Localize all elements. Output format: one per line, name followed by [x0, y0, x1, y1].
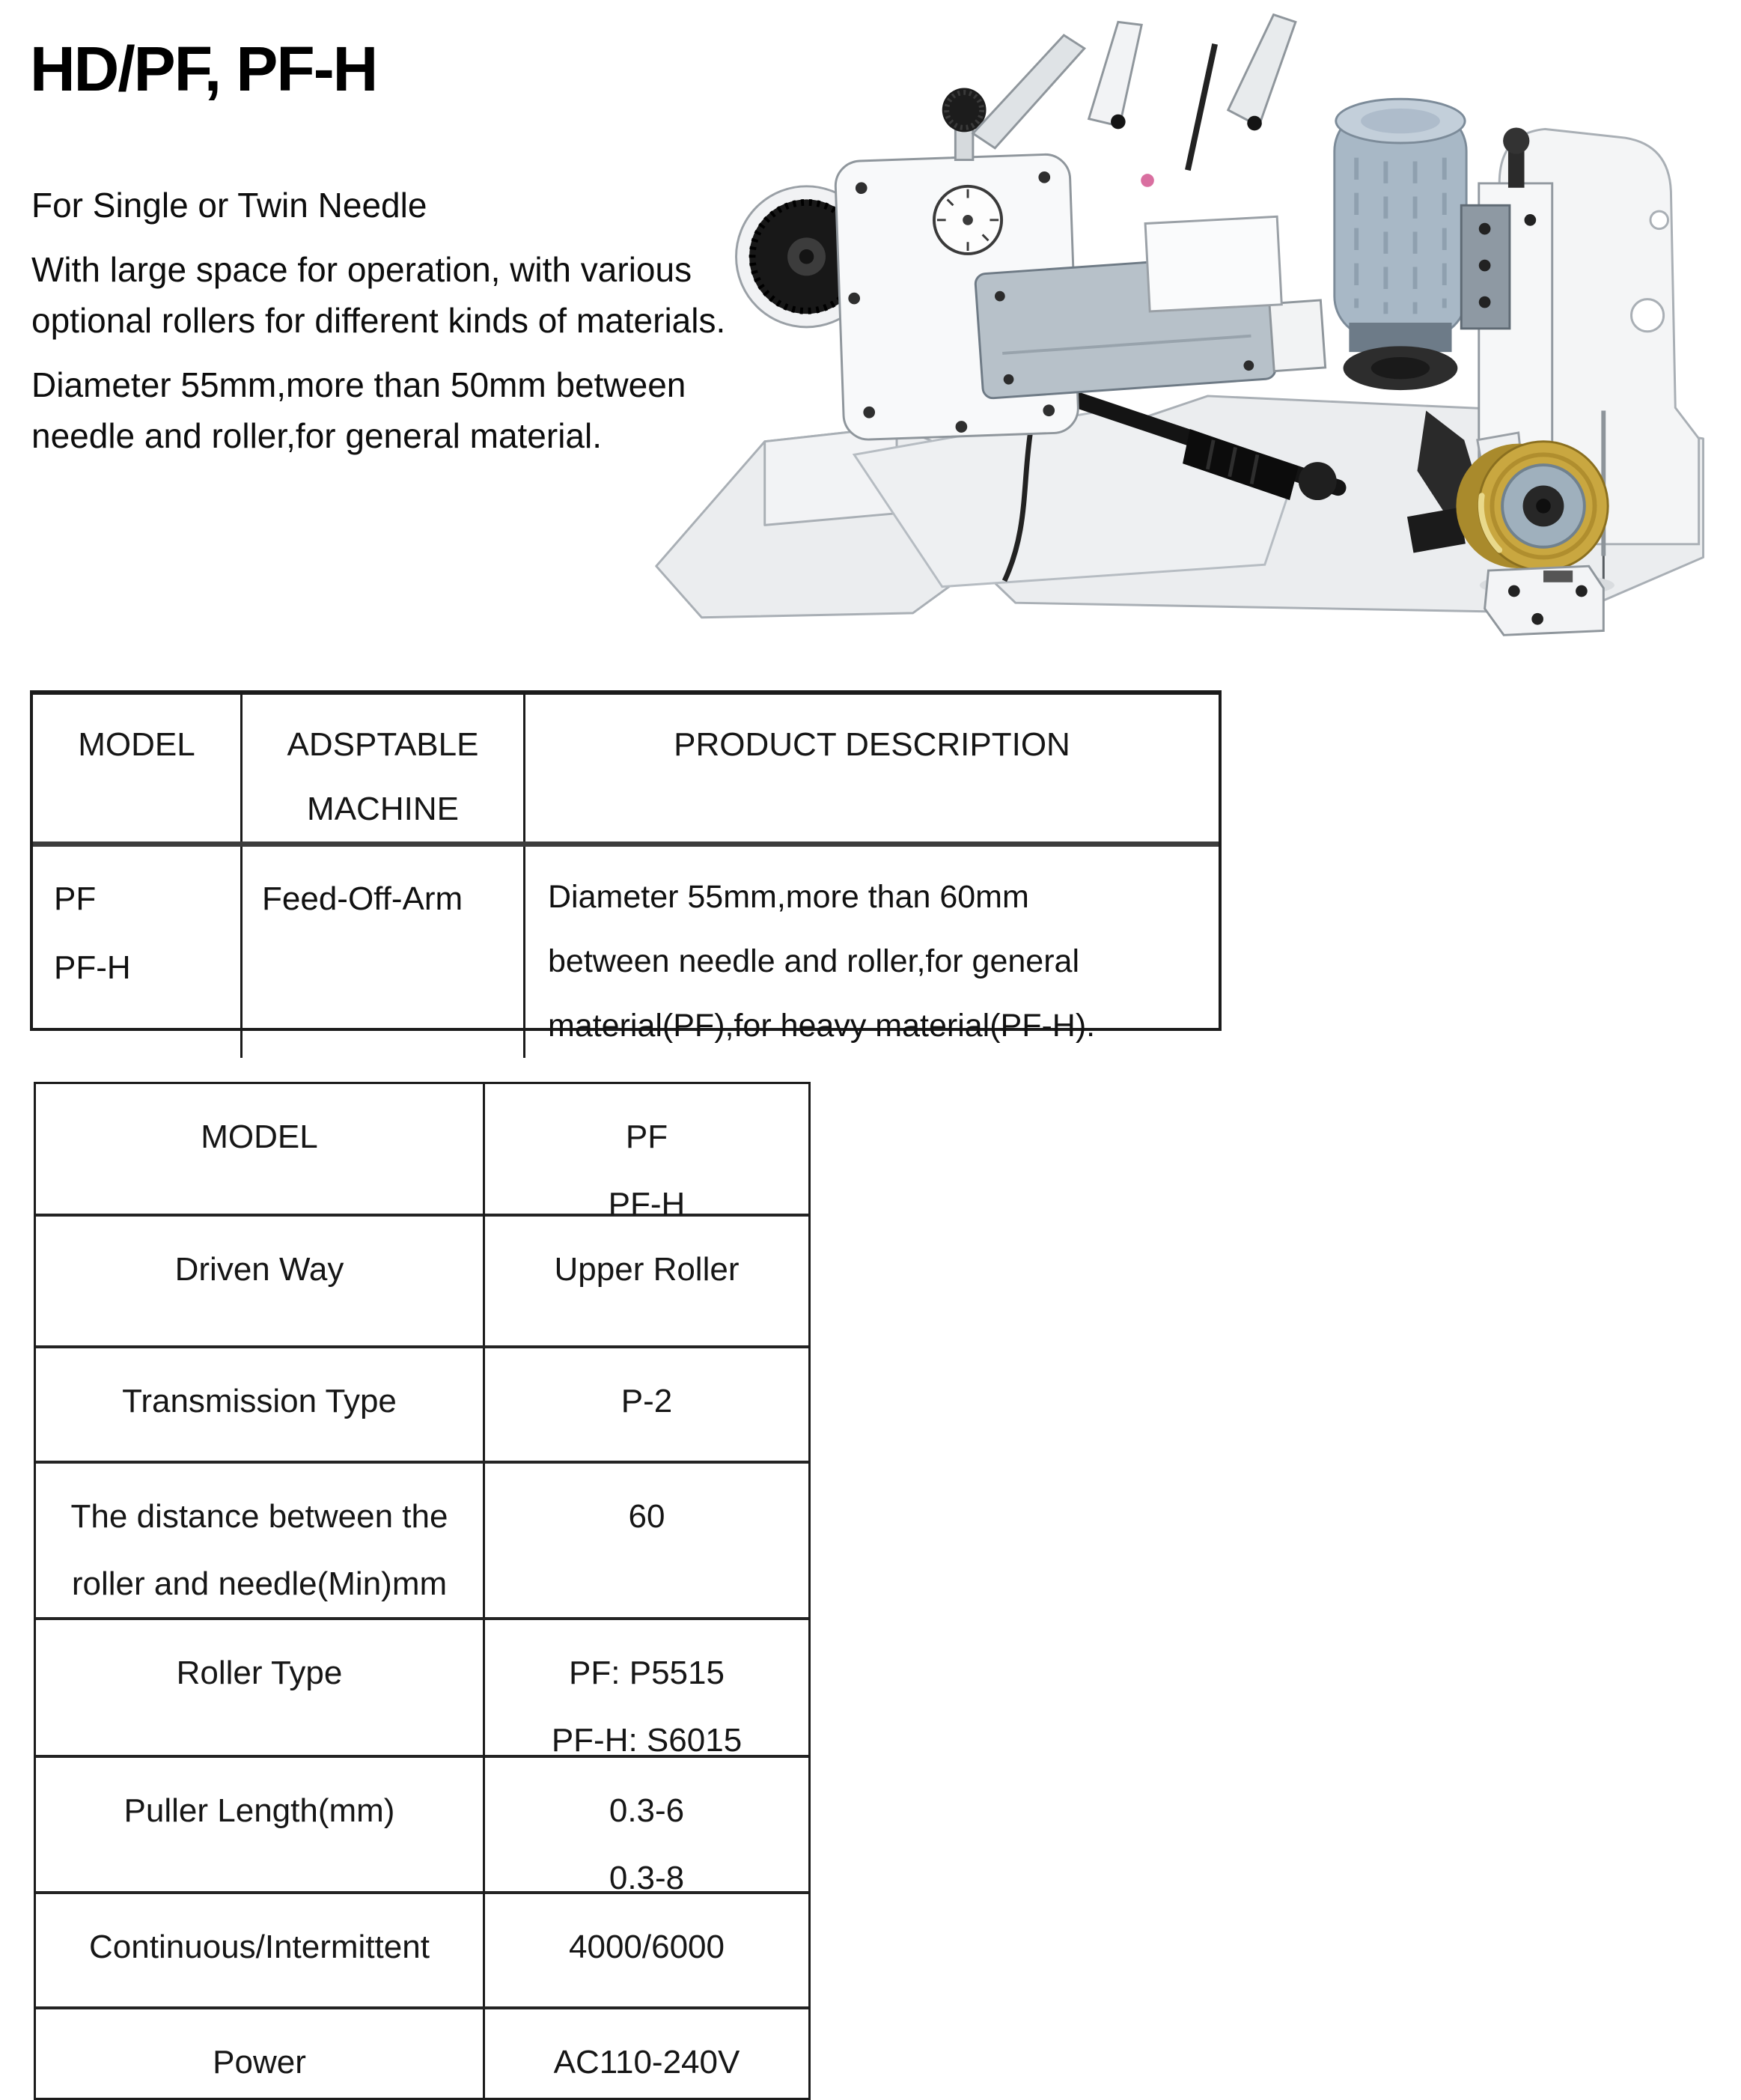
spec-label: Power — [36, 2009, 485, 2098]
spec-table — [34, 1082, 811, 2100]
spec-label: Puller Length(mm) — [36, 1758, 485, 1912]
spec-row-continuous-intermittent — [36, 1894, 808, 2009]
adjust-knob — [942, 88, 987, 160]
header-adaptable-machine: ADSPTABLE MACHINE — [243, 695, 525, 841]
release-levers — [973, 15, 1296, 171]
spec-value: AC110-240V — [553, 2044, 740, 2081]
motor-cylinder — [1335, 99, 1466, 390]
header-product-description: PRODUCT DESCRIPTION — [674, 726, 1070, 763]
tension-dial — [934, 186, 1001, 254]
spec-value: P-2 — [621, 1383, 673, 1419]
spec-row-roller-type — [36, 1620, 808, 1758]
product-table-data-row — [33, 847, 1219, 1044]
spec-value: PF PF-H — [608, 1119, 686, 1223]
mid-bracket — [1145, 216, 1281, 311]
spec-label: MODEL — [36, 1084, 485, 1238]
cell-product-description: Diameter 55mm,more than 60mm between needle and roller,for general material(PF),for heavy material(PF-H). — [548, 879, 1096, 1044]
foot-bracket — [1485, 566, 1604, 635]
intro-paragraph-3: Diameter 55mm,more than 50mm between needle and roller,for general material. — [31, 365, 686, 455]
spec-value: PF: P5515 PF-H: S6015 — [551, 1655, 743, 1759]
cell-model: PF PF-H — [33, 847, 243, 1058]
spec-row-power — [36, 2009, 808, 2098]
product-description-table — [30, 690, 1222, 1044]
spec-row-model — [36, 1084, 808, 1223]
cell-adaptable-machine: Feed-Off-Arm — [243, 847, 525, 1058]
spec-row-puller-length — [36, 1758, 808, 1894]
spec-value: 4000/6000 — [569, 1929, 725, 1965]
header-model: MODEL — [33, 695, 243, 841]
spec-row-transmission-type — [36, 1348, 808, 1464]
intro-paragraph-1: For Single or Twin Needle — [31, 186, 427, 225]
thread-guide-dot — [1141, 174, 1154, 187]
machine-illustration — [627, 0, 1741, 645]
spec-value: Upper Roller — [554, 1251, 740, 1288]
product-table-header-row — [33, 695, 1219, 847]
spec-label: Continuous/Intermittent — [36, 1894, 485, 2006]
spec-label: Roller Type — [36, 1620, 485, 1774]
intro-paragraph-2: With large space for operation, with various optional rollers for different kinds of materials. — [31, 250, 726, 340]
spec-label: Transmission Type — [36, 1348, 485, 1461]
spec-value: 0.3-6 0.3-8 — [609, 1792, 685, 1896]
spec-row-roller-needle-distance — [36, 1464, 808, 1620]
page-title: HD/PF, PF-H — [30, 34, 377, 104]
spec-value: 60 — [628, 1498, 665, 1535]
spec-row-driven-way — [36, 1217, 808, 1348]
spec-label: The distance between the roller and needle(Min)mm — [36, 1464, 485, 1618]
spec-label: Driven Way — [36, 1217, 485, 1345]
